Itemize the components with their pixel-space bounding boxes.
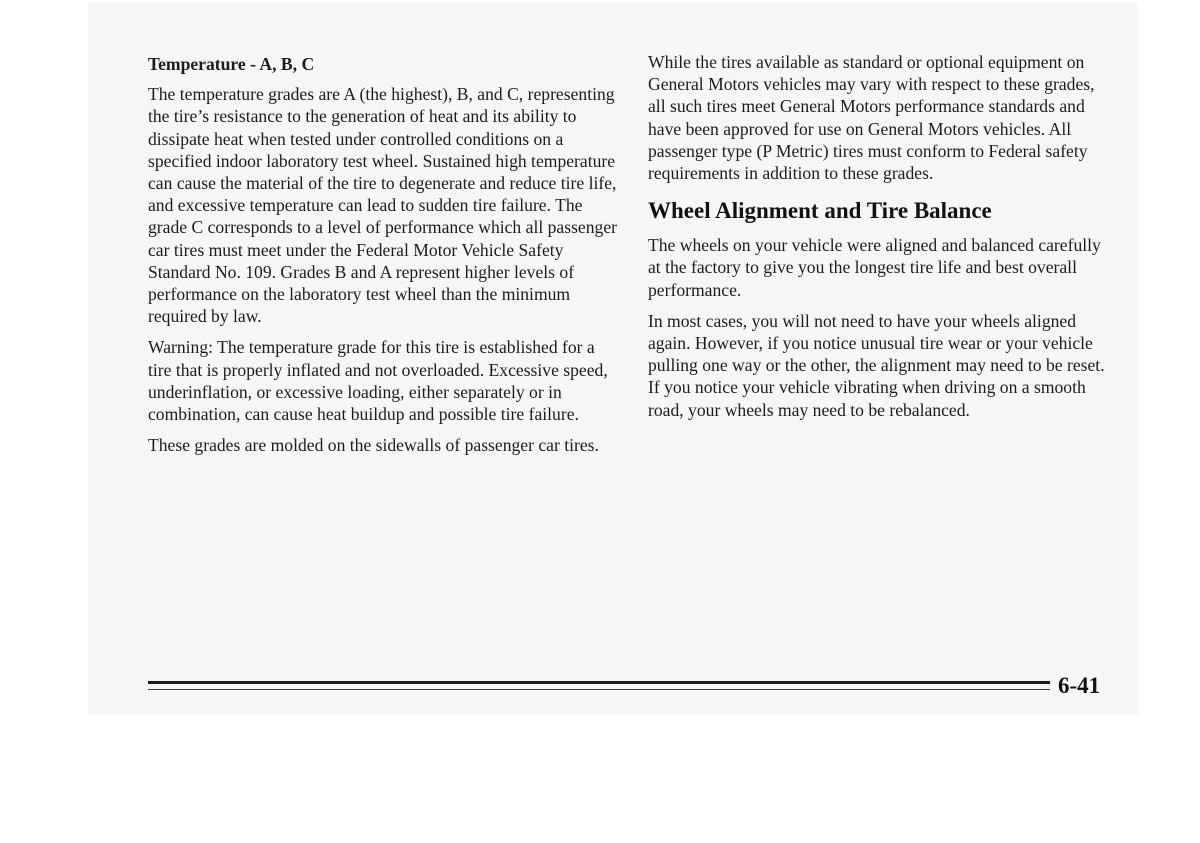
gm-tires-paragraph: While the tires available as standard or optional equipment on General Motors vehicles may vary with respect to these grades, all such tires meet General Motors performance standards and have been approved for use on General Motors vehicles. All passenger type (P Metric) tires must conform to Federal safety requirements in addition to these grades. bbox=[648, 52, 1095, 184]
right-column bbox=[648, 51, 1108, 430]
page-number: 6-41 bbox=[1058, 673, 1101, 698]
warning-paragraph: Warning: The temperature grade for this tire is established for a tire that is properly inflated and not overloaded. Excessive speed, underinflation, or excessive loading, either separately or in combination, can cause heat buildup and possible tire failure. bbox=[148, 337, 608, 425]
factory-alignment-paragraph: The wheels on your vehicle were aligned and balanced carefully at the factory to give you the longest tire life and best overall performance. bbox=[648, 235, 1101, 300]
footer-rule-thick bbox=[148, 681, 1050, 684]
footer-rule-thin bbox=[148, 689, 1050, 690]
realignment-paragraph: In most cases, you will not need to have your wheels aligned again. However, if you notice unusual tire wear or your vehicle pulling one way or the other, the alignment may need to be reset. If you notice your vehicle vibrating when driving on a smooth road, your wheels may need to be rebalanced. bbox=[648, 310, 1105, 420]
temperature-grades-paragraph: The temperature grades are A (the highest), B, and C, representing the tire’s resistance to the generation of heat and its ability to dissipate heat when tested under controlled conditions on a specified indoor laboratory test wheel. Sustained high temperature can cause the material of the tire to degenerate and reduce tire life, and excessive temperature can lead to sudden tire failure. The grade C corresponds to a level of performance which all passenger car tires must meet under the Federal Motor Vehicle Safety Standard No. 109. Grades B and A represent higher levels of performance on the laboratory test wheel than the minimum required by law. bbox=[148, 84, 617, 327]
left-column bbox=[148, 51, 618, 465]
wheel-alignment-title: Wheel Alignment and Tire Balance bbox=[648, 198, 992, 224]
temperature-heading: Temperature - A, B, C bbox=[148, 54, 315, 74]
sidewall-paragraph: These grades are molded on the sidewalls of passenger car tires. bbox=[148, 435, 599, 456]
